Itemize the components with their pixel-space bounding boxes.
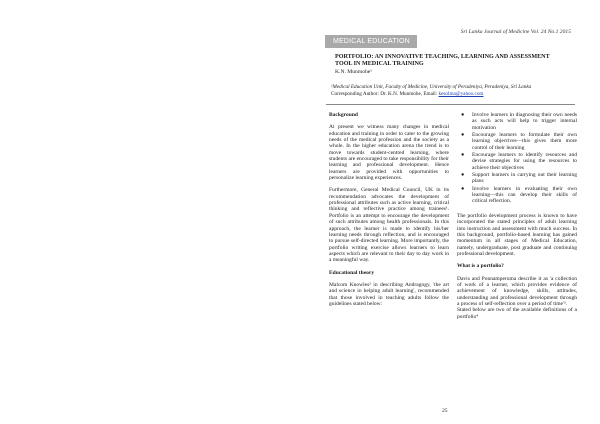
header-divider bbox=[326, 104, 575, 105]
list-item-text: Involve learners in evaluating their own learning—this can develop their skills of critical reflection. bbox=[472, 185, 577, 205]
list-item bbox=[457, 186, 577, 205]
corresponding-email-link[interactable]: kesolma@yahoo.com bbox=[438, 91, 484, 97]
bullet-icon: ● bbox=[461, 112, 465, 118]
definitions-intro-paragraph: Stated below are two of the available definitions of a portfolio⁴ bbox=[457, 307, 577, 320]
right-column bbox=[457, 112, 577, 326]
bullet-icon: ● bbox=[461, 172, 465, 179]
corresponding-author bbox=[331, 91, 591, 97]
article-title-line-1: PORTFOLIO: AN INNOVATIVE TEACHING, LEARNING AND ASSESSMENT bbox=[335, 54, 550, 60]
bullet-icon: ● bbox=[461, 152, 465, 159]
list-item-text: Encourage learners to identify resources and devise strategies for using the resources to achieve their objectives bbox=[472, 152, 577, 171]
author-name: K.N. Munmohe¹ bbox=[335, 69, 372, 75]
list-item-text: Involve learners in diagnosing their own needs as such acts will help to trigger internal motivation bbox=[472, 112, 577, 131]
page-number: 25 bbox=[442, 408, 448, 414]
background-paragraph-1: At present we witness many changes in medical education and training in order to cater to the growing needs of the medical profession and the society as a whole. In the higher education arena the trend is to move towards student-centred learning, where students are encouraged to take responsibility for their learning and professional development. Hence learners are provided with opportunities to personalize learning experiences. bbox=[329, 124, 449, 182]
article-title-line-2: TOOL IN MEDICAL TRAINING bbox=[335, 61, 424, 68]
journal-running-header: Sri Lanka Journal of Medicine Vol. 24 No.1 2015 bbox=[460, 29, 571, 35]
corresponding-author-label: Corresponding Author: Dr. K.N. Munmohe, Email: bbox=[331, 91, 439, 97]
background-paragraph-2: Furthermore, General Medical Council, UK in its recommendation advocates the development of professional attributes such as active learning, critical thinking and reflective practice among trainees¹. Portfolio is an attempt to encourage the development of such attributes among health professionals. In this approach, the learner is made to identify his/her learning needs through reflection, and is encouraged to pursue self-directed learning. More importantly, the portfolio writing exercise allows learners to learn aspects which are relevant to their day to day work in a meaningful way. bbox=[329, 187, 449, 264]
author-affiliation: ¹Medical Education Unit, Faculty of Medicine, University of Peradeniya, Peradeniya, Sri Lanka bbox=[331, 84, 532, 90]
section-label-banner: MEDICAL EDUCATION bbox=[325, 35, 417, 48]
background-heading: Background bbox=[329, 112, 358, 118]
list-item bbox=[457, 112, 577, 131]
list-item bbox=[457, 152, 577, 171]
educational-theory-paragraph: Malcom Knowles² in describing Andragogy, 'the art and science in helping adult learning', recommended that those involved in teaching adults follow the guidelines stated below: bbox=[329, 281, 449, 307]
left-column bbox=[329, 112, 449, 313]
educational-theory-heading: Educational theory bbox=[329, 269, 375, 276]
list-item-text: Encourage learners to formulate their own learning objectives—this gives them more control of their learning bbox=[472, 132, 577, 151]
article-title bbox=[335, 54, 575, 68]
portfolio-development-paragraph: The portfolio development process is known to have incorporated the stated principles of adult learning into instruction and assessment with much success. In this background, portfolio-based learning has gained momentum in all stages of Medical Education, namely, undergraduate, post graduate and continuing professional development. bbox=[457, 212, 577, 257]
andragogy-guidelines-list bbox=[457, 112, 577, 205]
bullet-icon: ● bbox=[461, 132, 465, 139]
what-is-portfolio-heading: What is a portfolio? bbox=[457, 263, 504, 270]
list-item bbox=[457, 172, 577, 185]
list-item bbox=[457, 132, 577, 151]
list-item-text: Support learners in carrying out their learning plans bbox=[472, 172, 577, 185]
bullet-icon: ● bbox=[461, 185, 465, 192]
portfolio-definition-paragraph: Davis and Ponnamperuma describe it as 'a collection of work of a learner, which provides evidence of achievement of knowledge, skills, attitudes, understanding and professional development through a process of self-reflection over a period of time'³. bbox=[457, 275, 577, 307]
